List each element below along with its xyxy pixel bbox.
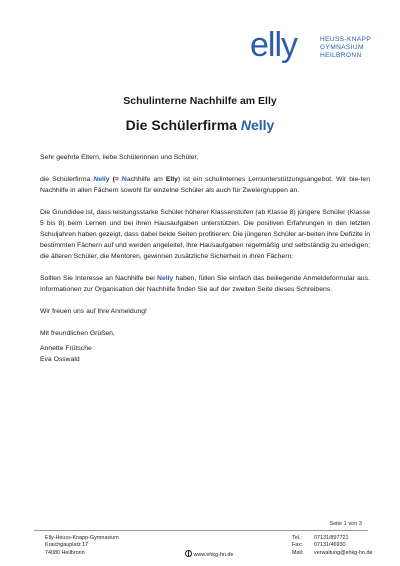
title-nelly-rest: elly <box>250 117 275 133</box>
text-run: (= <box>109 176 122 183</box>
closing: Mit freundlichen Grüßen, <box>40 330 115 337</box>
elly-word: Elly <box>165 176 178 183</box>
fax-label: Fax: <box>292 542 303 549</box>
footer-divider <box>34 530 368 531</box>
fax-value: 07131/46930 <box>314 542 346 549</box>
mail-link[interactable]: verwaltung@ehkg-hn.de <box>314 549 373 556</box>
tel-label: Tel.: <box>292 535 302 541</box>
letter-title <box>0 117 400 133</box>
footer-mail <box>292 550 373 557</box>
footer-contact <box>292 535 373 557</box>
paragraph-idea: Die Grundidee ist, dass leistungsstarke Schüler höherer Klassenstufen (ab Klasse 8) jüngere Schüler (Klasse 5 bis 8) beim Lernen und bei ihren Hausaufgaben unterstützen. Die positiven Erfahrungen in den letzten Schuljahren haben gezeigt, dass dabei beide Seiten profitieren: Die jüngeren Schüler ar-beiten ihre Defizite in bestimmten Fächern auf und werden angeleitet, ihre Hausaufgaben regelmäßig und selbständig zu erledigen; die älteren Schüler, die Mentoren, gewinnen zusätzliche Sicherheit in ihren Fächern. <box>40 209 370 260</box>
paragraph-intro <box>40 174 370 196</box>
globe-icon <box>185 550 192 557</box>
paragraph-signup <box>40 273 370 295</box>
title-prefix: Die Schülerfirma <box>125 117 241 133</box>
nelly-rest: elly <box>98 176 110 183</box>
n-letter: N <box>121 176 127 183</box>
nelly-word: Nelly <box>157 275 174 282</box>
letter-body <box>40 152 370 365</box>
footer-school: Elly-Heuss-Knapp-Gymnasium <box>45 535 119 541</box>
logo-line-1: HEUSS-KNAPP <box>320 36 372 43</box>
website-link[interactable]: www.ehkg-hn.de <box>193 551 234 558</box>
paragraph-looking-forward: Wir freuen uns auf Ihre Anmeldung! <box>40 308 147 315</box>
letter-subtitle: Schulinterne Nachhilfe am Elly <box>123 95 277 107</box>
page-number: Seite 1 von 3 <box>329 521 362 527</box>
title-nelly-n: N <box>240 117 251 133</box>
footer-city: 74080 Heilbronn <box>45 549 85 556</box>
logo-school-name <box>320 36 400 60</box>
mail-label: Mail: <box>292 549 304 556</box>
logo-line-2: GYMNASIUM <box>320 44 364 51</box>
text-run: die Schülerfirma <box>40 176 94 183</box>
footer-street: Kraichgauplatz 17 <box>45 542 89 549</box>
logo-line-3: HEILBRONN <box>320 52 362 59</box>
text-run: achhilfe am <box>126 176 166 183</box>
logo-wordmark: elly <box>250 26 298 64</box>
footer-website[interactable] <box>185 550 233 559</box>
footer-address <box>45 535 119 557</box>
text-run: ) ist ein schulinternes Lernunterstützungsangebot. Wir bie-ten Nachhilfe in allen Fächern sowohl für einzelne Schüler als auch für Zweiergruppen an. <box>40 176 370 194</box>
footer-tel <box>292 535 373 542</box>
salutation: Sehr geehrte Eltern, liebe Schülerinnen und Schüler, <box>40 154 199 161</box>
nelly-n: N <box>93 176 99 183</box>
footer-fax <box>292 542 373 549</box>
text-run: haben, füllen Sie einfach das beiliegende Anmeldeformular aus. Informationen zur Organisation der Nachhilfe finden Sie auf der zweiten Seite dieses Schreibens. <box>40 275 370 293</box>
signer-1: Annette Frütsche <box>40 345 92 352</box>
signer-2: Eva Osswald <box>40 356 80 363</box>
text-run: Sollten Sie Interesse an Nachhilfe bei <box>40 275 158 282</box>
tel-value: 07131/897721 <box>314 535 349 541</box>
